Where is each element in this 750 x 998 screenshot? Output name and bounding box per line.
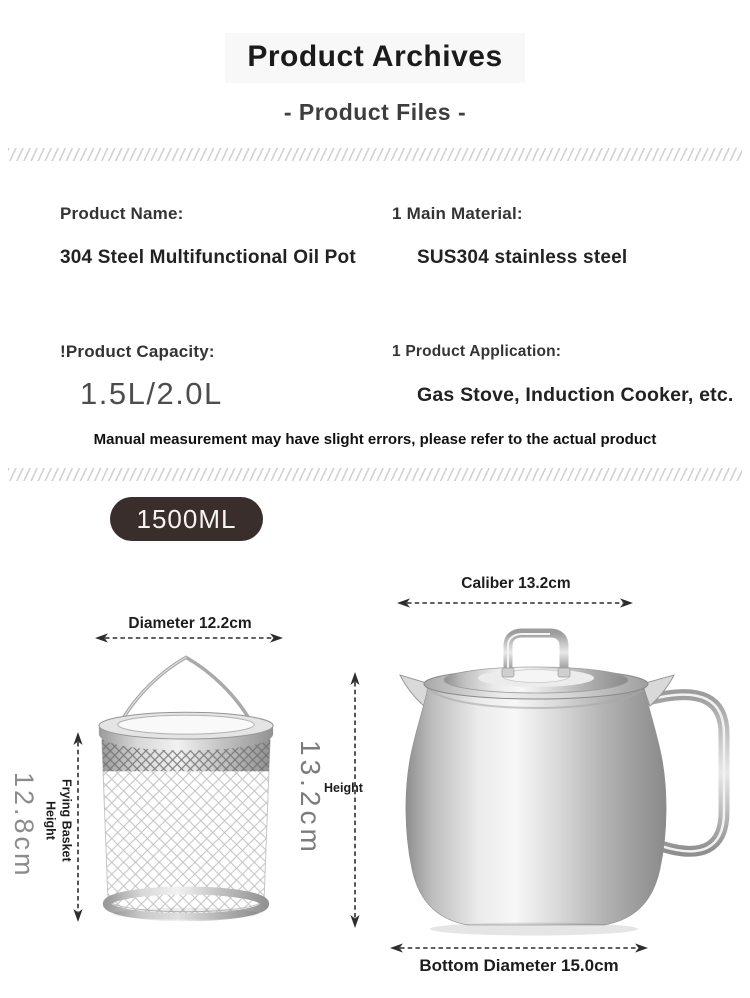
caliber-dimension-arrow xyxy=(397,596,633,610)
frying-basket-image xyxy=(88,648,284,934)
application-label: 1 Product Application: xyxy=(392,343,562,360)
bottom-diameter-label: Bottom Diameter 15.0cm xyxy=(419,956,619,975)
pot-height-value: 13.2cm xyxy=(295,740,326,856)
hatch-divider-bottom xyxy=(8,468,742,481)
application-value: Gas Stove, Induction Cooker, etc. xyxy=(417,384,734,406)
basket-height-label: Frying Basket Height xyxy=(43,778,74,862)
hatch-divider-top xyxy=(8,148,742,161)
page-title-text: Product Archives xyxy=(225,33,524,83)
basket-diameter-arrow xyxy=(95,631,283,645)
basket-height-arrow xyxy=(71,732,85,922)
pot-height-arrow xyxy=(348,672,362,928)
capacity-label: !Product Capacity: xyxy=(60,342,215,361)
basket-height-value: 12.8cm xyxy=(9,772,39,879)
capacity-value: 1.5L/2.0L xyxy=(80,376,223,411)
main-material-label: 1 Main Material: xyxy=(392,204,523,223)
caliber-dimension-label: Caliber 13.2cm xyxy=(461,575,571,592)
product-name-value: 304 Steel Multifunctional Oil Pot xyxy=(60,247,356,268)
measurement-note: Manual measurement may have slight errors, please refer to the actual product xyxy=(93,431,657,448)
capacity-badge: 1500ML xyxy=(110,497,263,541)
bottom-diameter-arrow xyxy=(390,941,648,955)
page-title xyxy=(0,33,750,83)
oil-pot-image xyxy=(366,626,742,938)
pot-height-word-label: Height xyxy=(324,781,363,795)
main-material-value: SUS304 stainless steel xyxy=(417,247,628,268)
basket-diameter-label: Diameter 12.2cm xyxy=(128,615,252,632)
page-subtitle: - Product Files - xyxy=(283,99,467,125)
product-name-label: Product Name: xyxy=(60,204,184,223)
